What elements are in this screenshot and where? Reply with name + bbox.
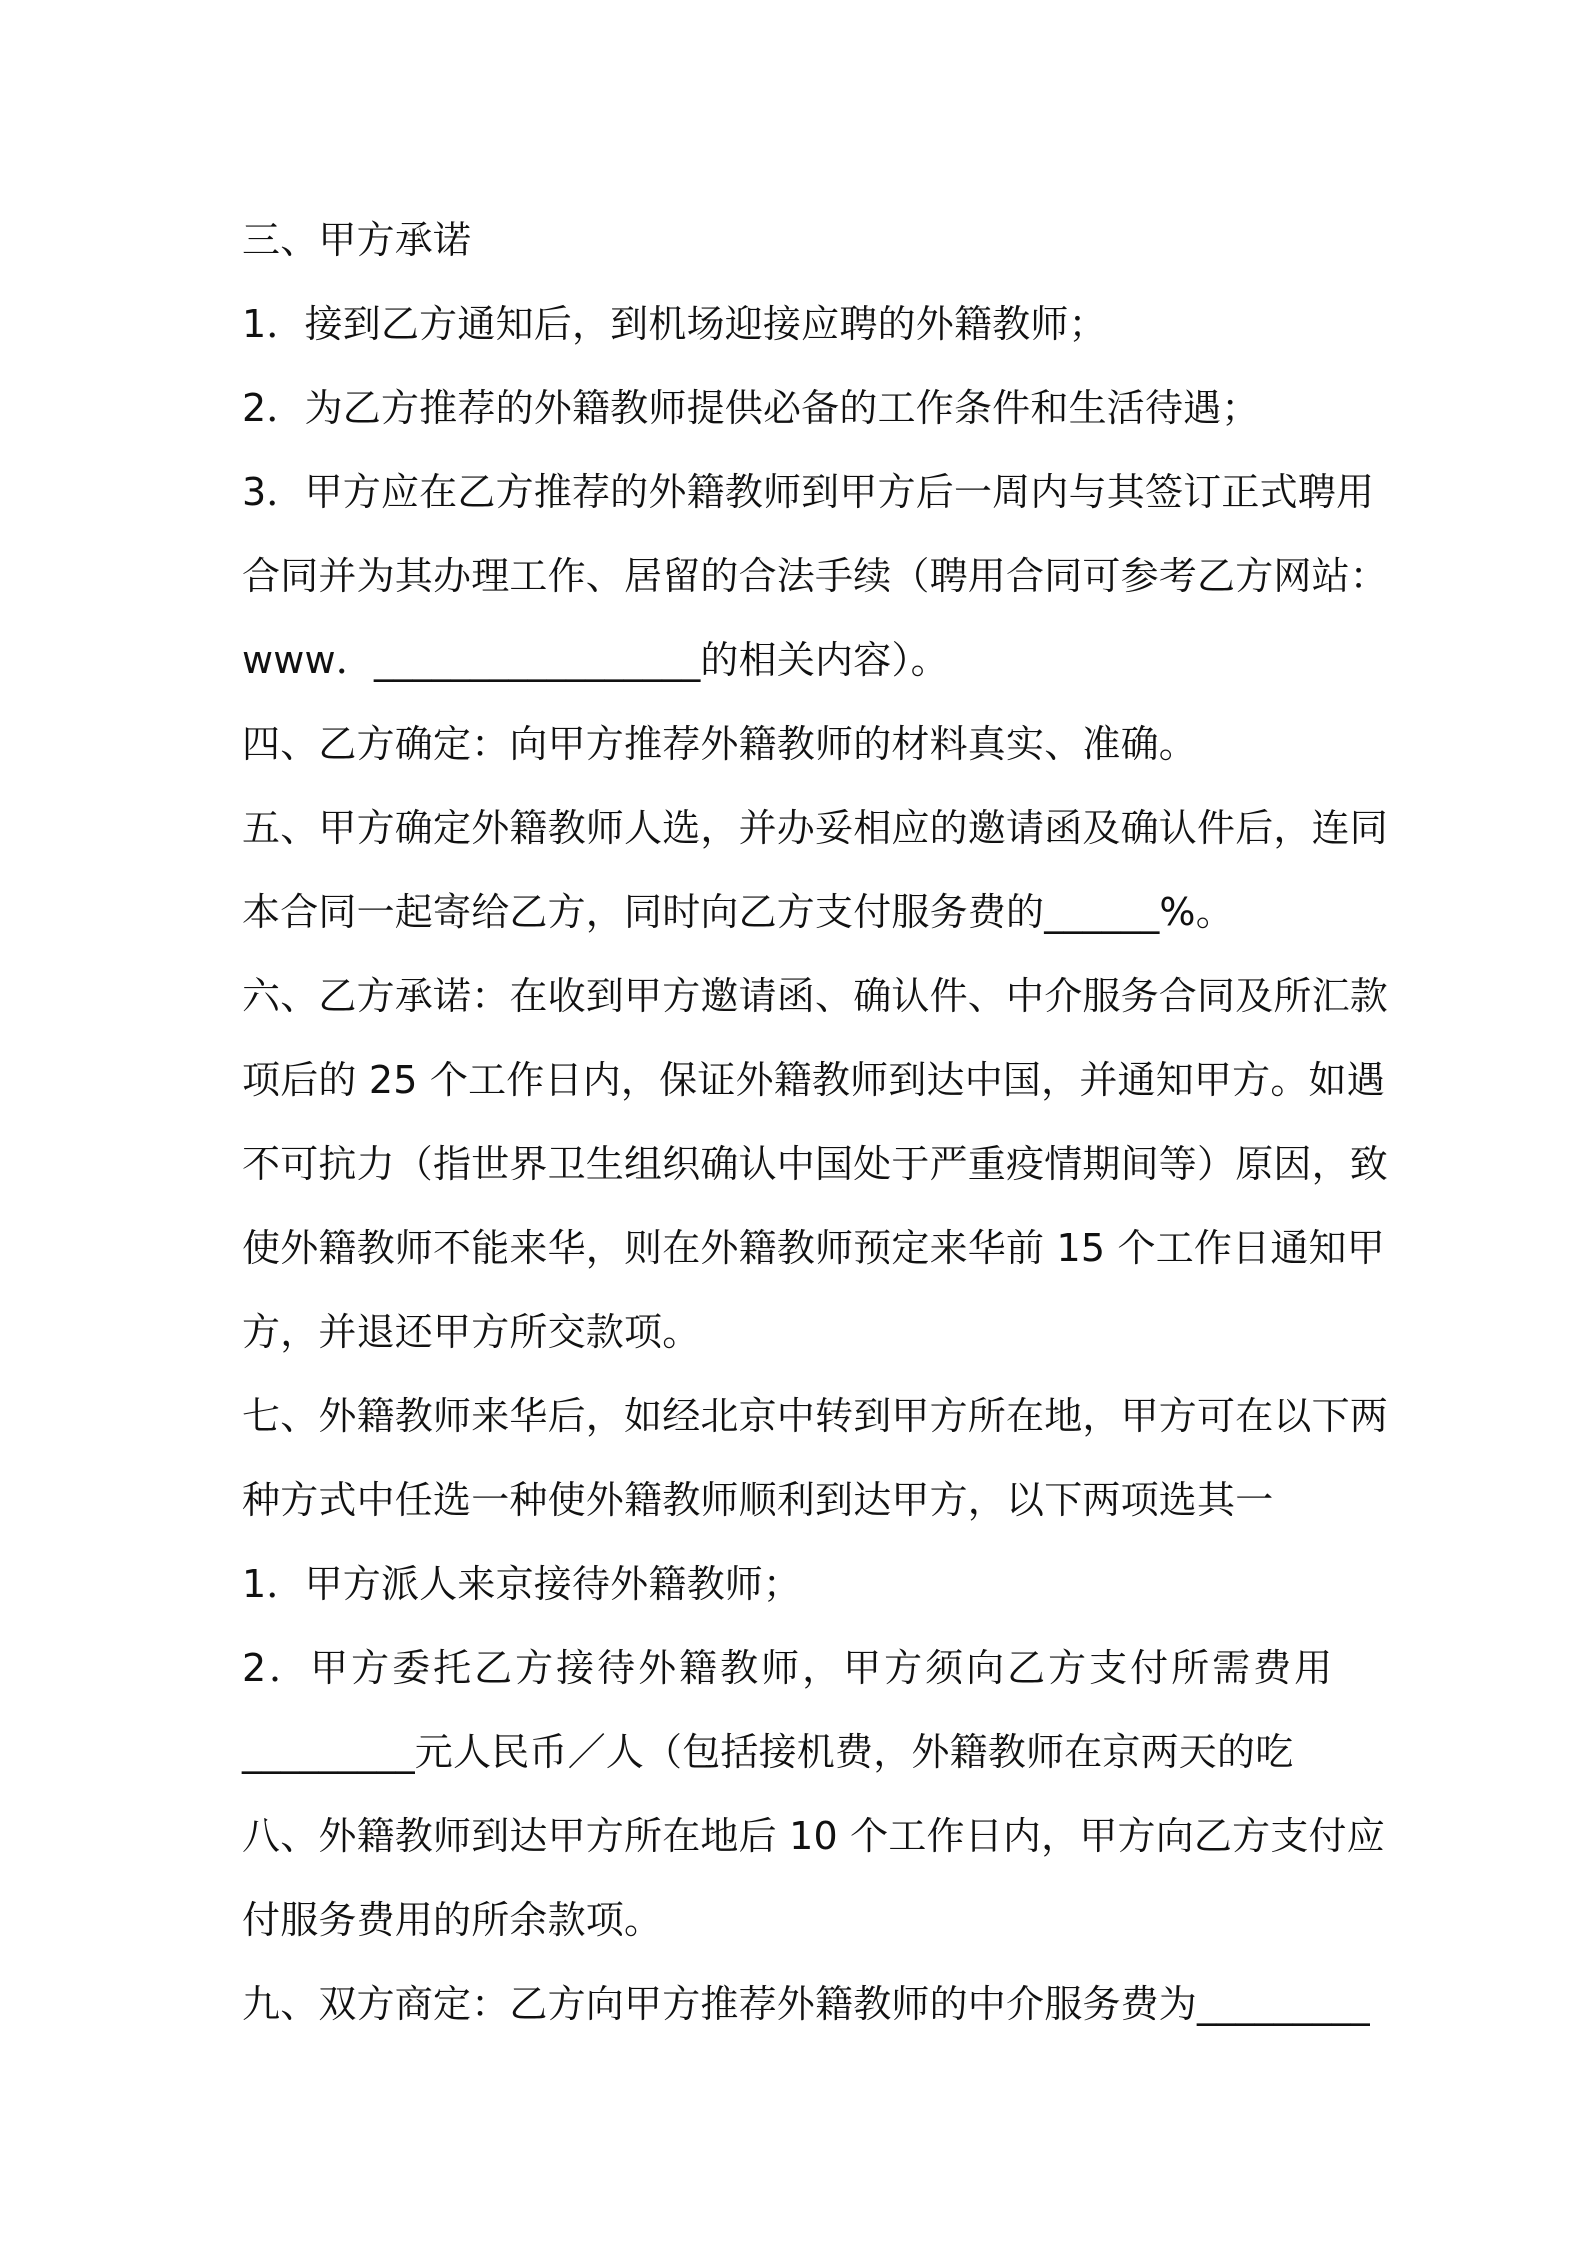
clause-3-2: 2．为乙方推荐的外籍教师提供必备的工作条件和生活待遇； xyxy=(242,386,1260,430)
section-6-line-2: 项后的 25 个工作日内，保证外籍教师到达中国，并通知甲方。如遇 xyxy=(242,1058,1385,1102)
section-6: 六、乙方承诺：在收到甲方邀请函、确认件、中介服务合同及所汇款 xyxy=(242,974,1389,1018)
clause-3-1: 1．接到乙方通知后，到机场迎接应聘的外籍教师； xyxy=(242,302,1107,346)
website-blank-line: www．_________________的相关内容）。 xyxy=(242,638,949,682)
clause-3-3-continued: 合同并为其办理工作、居留的合法手续（聘用合同可参考乙方网站： xyxy=(242,554,1389,598)
section-5: 五、甲方确定外籍教师人选，并办妥相应的邀请函及确认件后，连同 xyxy=(242,806,1389,850)
clause-3-3: 3．甲方应在乙方推荐的外籍教师到甲方后一周内与其签订正式聘用 xyxy=(242,470,1375,514)
section-7-continued: 种方式中任选一种使外籍教师顺利到达甲方，以下两项选其一 xyxy=(242,1478,1274,1522)
section-4: 四、乙方确定：向甲方推荐外籍教师的材料真实、准确。 xyxy=(242,722,1198,766)
contract-text xyxy=(242,198,1389,2046)
section-9: 九、双方商定：乙方向甲方推荐外籍教师的中介服务费为_________ xyxy=(242,1982,1370,2026)
section-heading-3: 三、甲方承诺 xyxy=(242,218,472,262)
section-6-line-3: 不可抗力（指世界卫生组织确认中国处于严重疫情期间等）原因，致 xyxy=(242,1142,1389,1186)
section-8: 八、外籍教师到达甲方所在地后 10 个工作日内，甲方向乙方支付应 xyxy=(242,1814,1385,1858)
section-7: 七、外籍教师来华后，如经北京中转到甲方所在地，甲方可在以下两 xyxy=(242,1394,1389,1438)
section-6-line-5: 方，并退还甲方所交款项。 xyxy=(242,1310,701,1354)
clause-7-1: 1．甲方派人来京接待外籍教师； xyxy=(242,1562,802,1606)
section-5-continued: 本合同一起寄给乙方，同时向乙方支付服务费的______%。 xyxy=(242,890,1234,934)
section-8-continued: 付服务费用的所余款项。 xyxy=(242,1898,663,1942)
section-6-line-4: 使外籍教师不能来华，则在外籍教师预定来华前 15 个工作日通知甲 xyxy=(242,1226,1385,1270)
clause-7-2: 2．甲方委托乙方接待外籍教师，甲方须向乙方支付所需费用 xyxy=(242,1646,1336,1690)
clause-7-2-continued: _________元人民币／人（包括接机费，外籍教师在京两天的吃 xyxy=(242,1730,1294,1774)
